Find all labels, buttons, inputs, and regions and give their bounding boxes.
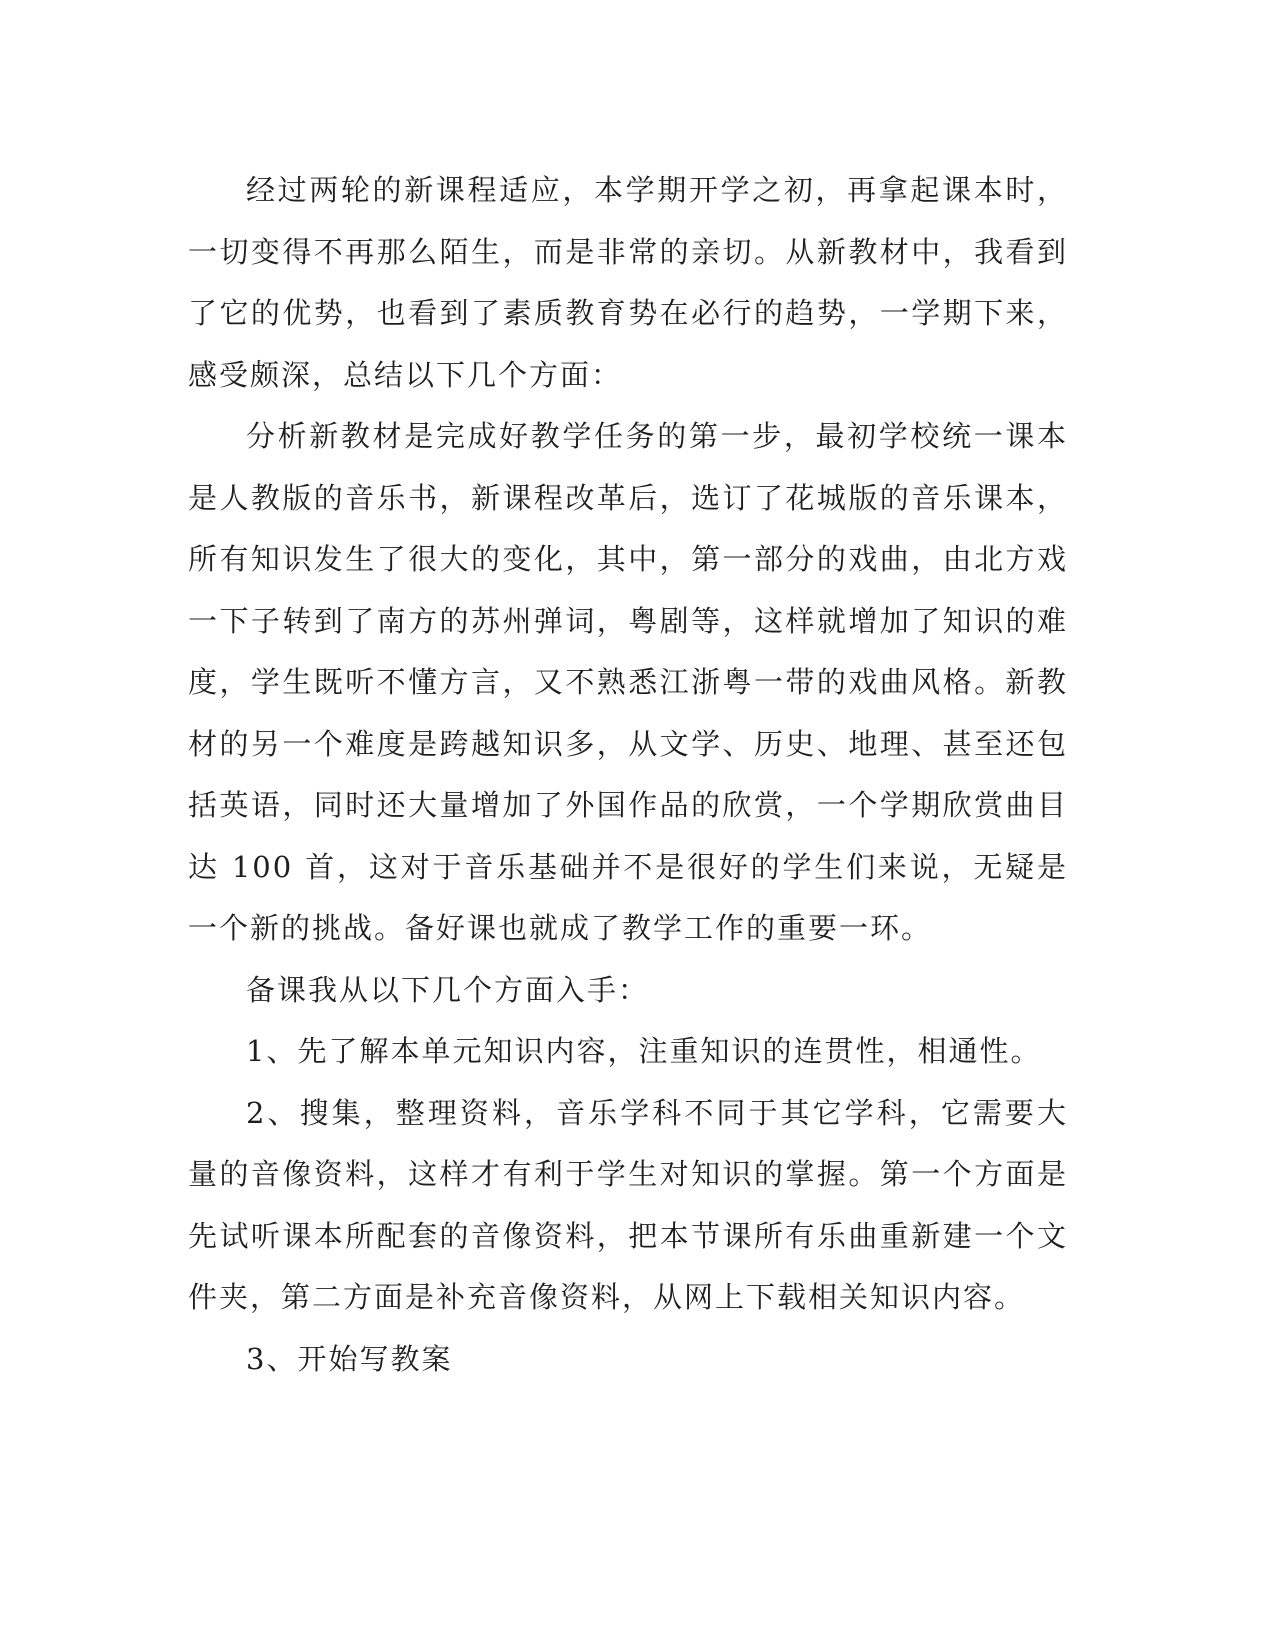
paragraph-intro: 经过两轮的新课程适应，本学期开学之初，再拿起课本时，一切变得不再那么陌生，而是非常的亲切。从新教材中，我看到了它的优势，也看到了素质教育势在必行的趋势，一学期下来，感受颇深，总结以下几个方面： bbox=[188, 173, 1068, 392]
list-item-1: 1、先了解本单元知识内容，注重知识的连贯性，相通性。 bbox=[246, 1034, 1042, 1068]
list-item-2: 2、搜集，整理资料，音乐学科不同于其它学科，它需要大量的音像资料，这样才有利于学生对知识的掌握。第一个方面是先试听课本所配套的音像资料，把本节课所有乐曲重新建一个文件夹，第二方面是补充音像资料，从网上下载相关知识内容。 bbox=[188, 1095, 1068, 1314]
list-item-3: 3、开始写教案 bbox=[246, 1341, 453, 1376]
paragraph-textbook-analysis: 分析新教材是完成好教学任务的第一步，最初学校统一课本是人教版的音乐书，新课程改革后，选订了花城版的音乐课本，所有知识发生了很大的变化，其中，第一部分的戏曲，由北方戏一下子转到了南方的苏州弹词，粤剧等，这样就增加了知识的难度，学生既听不懂方言，又不熟悉江浙粤一带的戏曲风格。新教材的另一个难度是跨越知识多，从文学、历史、地理、甚至还包括英语，同时还大量增加了外国作品的欣赏，一个学期欣赏曲目达 100 首，这对于音乐基础并不是很好的学生们来说，无疑是一个新的挑战。备好课也就成了教学工作的重要一环。 bbox=[188, 419, 1068, 945]
paragraph-lesson-prep-heading: 备课我从以下几个方面入手： bbox=[246, 972, 650, 1007]
document-body bbox=[188, 160, 1068, 1390]
